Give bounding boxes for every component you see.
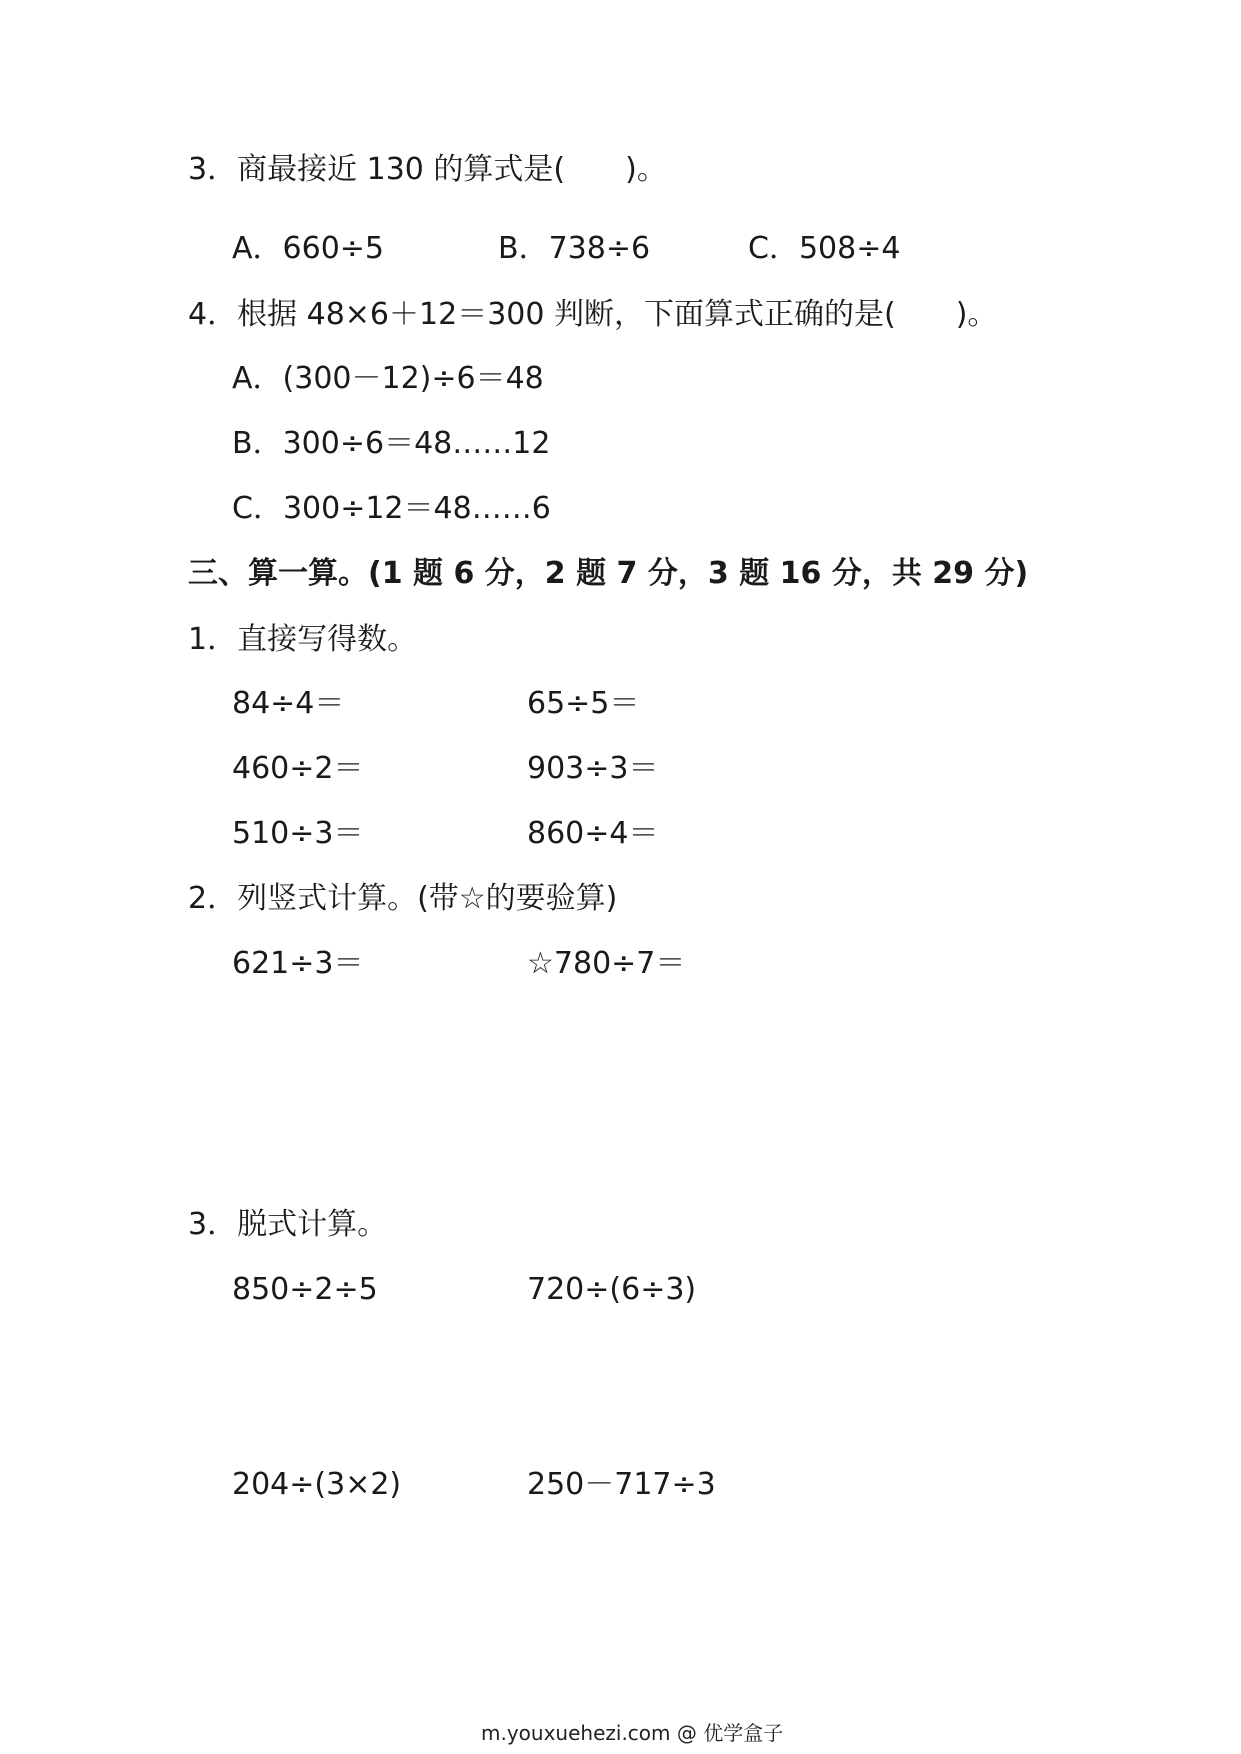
part-3-title: 3．脱式计算。 — [188, 1207, 388, 1242]
calc-item: 204÷(3×2) — [232, 1467, 402, 1502]
calc-item: 84÷4＝ — [232, 686, 345, 721]
calc-item: ☆780÷7＝ — [527, 946, 686, 981]
calc-item: 903÷3＝ — [527, 751, 659, 786]
calc-item: 850÷2÷5 — [232, 1272, 378, 1307]
calc-item: 720÷(6÷3) — [527, 1272, 697, 1307]
calc-item: 460÷2＝ — [232, 751, 364, 786]
question-4-option-b: B．300÷6＝48……12 — [232, 426, 551, 461]
question-4-stem: 4．根据 48×6＋12＝300 判断，下面算式正确的是( )。 — [188, 297, 998, 332]
calc-item: 250－717÷3 — [527, 1467, 716, 1502]
calc-item: 621÷3＝ — [232, 946, 364, 981]
calc-item: 65÷5＝ — [527, 686, 640, 721]
footer-watermark: m.youxuehezi.com @ 优学盒子 — [481, 1721, 784, 1745]
calc-item: 510÷3＝ — [232, 816, 364, 851]
question-3-stem: 3．商最接近 130 的算式是( )。 — [188, 152, 667, 187]
question-4-option-c: C．300÷12＝48……6 — [232, 491, 551, 526]
part-2-title: 2．列竖式计算。(带☆的要验算) — [188, 881, 618, 916]
question-3-option-b: B．738÷6 — [498, 231, 651, 266]
section-3-heading: 三、算一算。(1 题 6 分，2 题 7 分，3 题 16 分，共 29 分) — [188, 556, 1029, 591]
question-3-option-c: C．508÷4 — [748, 231, 901, 266]
part-1-title: 1．直接写得数。 — [188, 622, 418, 657]
question-4-option-a: A．(300－12)÷6＝48 — [232, 361, 544, 396]
calc-item: 860÷4＝ — [527, 816, 659, 851]
question-3-option-a: A．660÷5 — [232, 231, 385, 266]
